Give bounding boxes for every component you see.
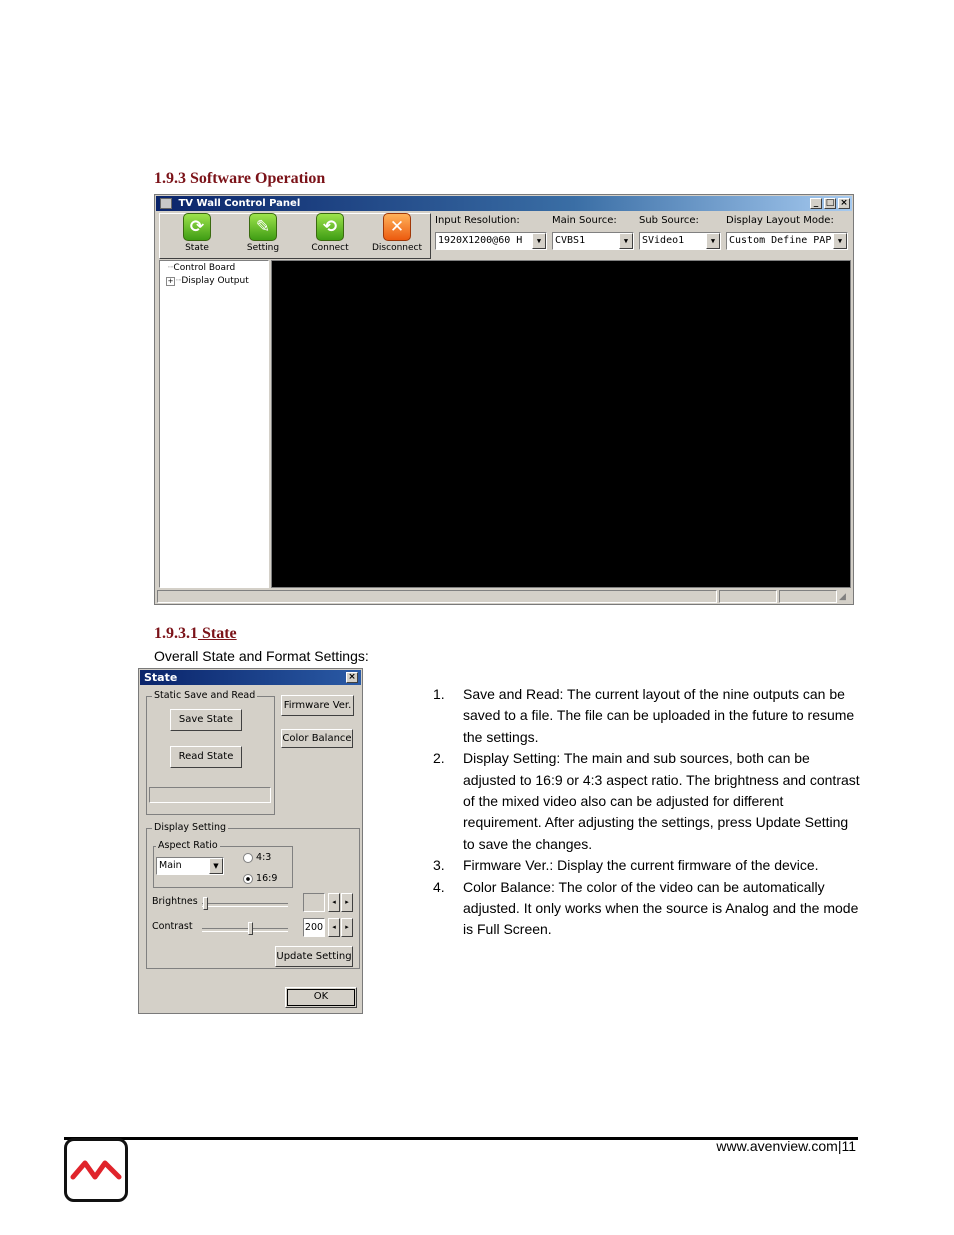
read-state-button[interactable]: Read State [170, 746, 242, 768]
sub-source-select[interactable]: SVideo1 ▼ [639, 232, 721, 250]
connect-button[interactable]: ⟲ Connect [300, 213, 360, 253]
list-item: 3. Firmware Ver.: Display the current firmware of the device. [433, 857, 819, 874]
app-icon [160, 198, 172, 209]
radio-unchecked-icon [243, 853, 253, 863]
display-setting-group: Display Setting [146, 828, 360, 969]
contrast-slider-track[interactable] [202, 928, 288, 932]
brightness-label: Brightnes [152, 896, 198, 907]
chevron-down-icon[interactable]: ▼ [619, 233, 633, 249]
tv-wall-control-panel-window [154, 194, 854, 605]
color-balance-button[interactable]: Color Balance [281, 729, 353, 748]
sub-source-label: Sub Source: [639, 215, 699, 226]
chevron-down-icon[interactable]: ▼ [706, 233, 720, 249]
display-layout-mode-label: Display Layout Mode: [726, 215, 834, 226]
chevron-down-icon[interactable]: ▼ [833, 233, 847, 249]
tree-item-display-output[interactable]: + ┈Display Output [167, 276, 249, 286]
wrench-icon: ✎ [249, 213, 277, 241]
subsection-heading: 1.9.3.1 State [154, 625, 237, 642]
status-pane-3 [779, 590, 837, 603]
main-window-title: TV Wall Control Panel [178, 198, 301, 209]
chevron-down-icon[interactable]: ▼ [209, 858, 223, 874]
display-layout-mode-select[interactable]: Custom Define PAP ▼ [726, 232, 848, 250]
list-item: 1. Save and Read: The current layout of the nine outputs can be saved to a file. The file can be uploaded in the future to resume the settings. [433, 686, 855, 745]
firmware-ver-button[interactable]: Firmware Ver. [281, 695, 354, 716]
contrast-slider-thumb[interactable] [248, 922, 253, 935]
ratio-4-3-radio[interactable]: 4:3 [243, 852, 271, 863]
input-resolution-select[interactable]: 1920X1200@60 H ▼ [435, 232, 547, 250]
footer-text: www.avenview.com|11 [716, 1138, 856, 1154]
radio-checked-icon [243, 874, 253, 884]
static-save-read-group: Static Save and Read [146, 696, 275, 815]
source-select[interactable]: Main ▼ [156, 857, 224, 875]
state-dialog [138, 668, 363, 1014]
footer-site: www.avenview.com [716, 1138, 838, 1154]
state-dialog-titlebar [140, 670, 361, 685]
logo-icon [67, 1141, 125, 1199]
contrast-label: Contrast [152, 921, 193, 932]
main-source-label: Main Source: [552, 215, 617, 226]
device-tree [159, 260, 269, 588]
refresh-icon: ⟳ [183, 213, 211, 241]
close-icon: ✕ [383, 213, 411, 241]
disconnect-button[interactable]: ✕ Disconnect [367, 213, 427, 253]
expand-icon[interactable]: + [167, 277, 174, 285]
ok-button[interactable]: OK [285, 987, 357, 1008]
steps-list [433, 684, 863, 941]
list-item: 4. Color Balance: The color of the video can be automatically adjusted. It only works when the source is Analog and the mode is Full Screen. [433, 878, 859, 938]
display-preview[interactable] [271, 260, 851, 588]
main-source-select[interactable]: CVBS1 ▼ [552, 232, 634, 250]
update-setting-button[interactable]: Update Setting [275, 946, 353, 967]
list-item: 2. Display Setting: The main and sub sources, both can be adjusted to 16:9 or 4:3 aspect ratio. The brightness and contrast of the mixed video also can be adjusted for different requirement. After adjusting the settings, press Update Setting to save the changes. [433, 750, 860, 852]
brightness-slider-track[interactable] [202, 903, 288, 907]
maximize-icon[interactable]: □ [825, 198, 835, 208]
minimize-icon[interactable]: _ [810, 198, 822, 209]
page-number: 11 [841, 1138, 856, 1154]
avenview-logo [64, 1138, 128, 1202]
input-resolution-label: Input Resolution: [435, 215, 520, 226]
close-icon[interactable]: × [346, 672, 358, 683]
contrast-decrease-icon[interactable]: ◂ [328, 918, 340, 937]
main-window-titlebar [156, 196, 852, 211]
setting-button[interactable]: ✎ Setting [233, 213, 293, 253]
resize-grip-icon[interactable]: ◢ [839, 592, 846, 602]
status-bar [157, 590, 717, 603]
state-button[interactable]: ⟳ State [167, 213, 227, 253]
brightness-decrease-icon[interactable]: ◂ [328, 893, 340, 912]
subsection-intro: Overall State and Format Settings: [154, 648, 369, 664]
contrast-value[interactable]: 200 [303, 918, 325, 937]
state-progress-bar [149, 787, 271, 803]
brightness-value[interactable] [303, 893, 325, 912]
contrast-increase-icon[interactable]: ▸ [341, 918, 353, 937]
connect-icon: ⟲ [316, 213, 344, 241]
tree-item-control-board[interactable]: ┈Control Board [168, 263, 236, 273]
state-heading-link[interactable]: State [198, 625, 237, 642]
ratio-16-9-radio[interactable]: 16:9 [243, 873, 277, 884]
close-icon[interactable]: × [838, 198, 850, 209]
section-heading: 1.9.3 Software Operation [154, 170, 326, 187]
save-state-button[interactable]: Save State [170, 709, 242, 731]
state-dialog-title: State [144, 671, 178, 684]
aspect-ratio-group: Aspect Ratio [153, 846, 293, 888]
brightness-slider-thumb[interactable] [203, 897, 208, 910]
chevron-down-icon[interactable]: ▼ [532, 233, 546, 249]
status-pane-2 [719, 590, 777, 603]
brightness-increase-icon[interactable]: ▸ [341, 893, 353, 912]
